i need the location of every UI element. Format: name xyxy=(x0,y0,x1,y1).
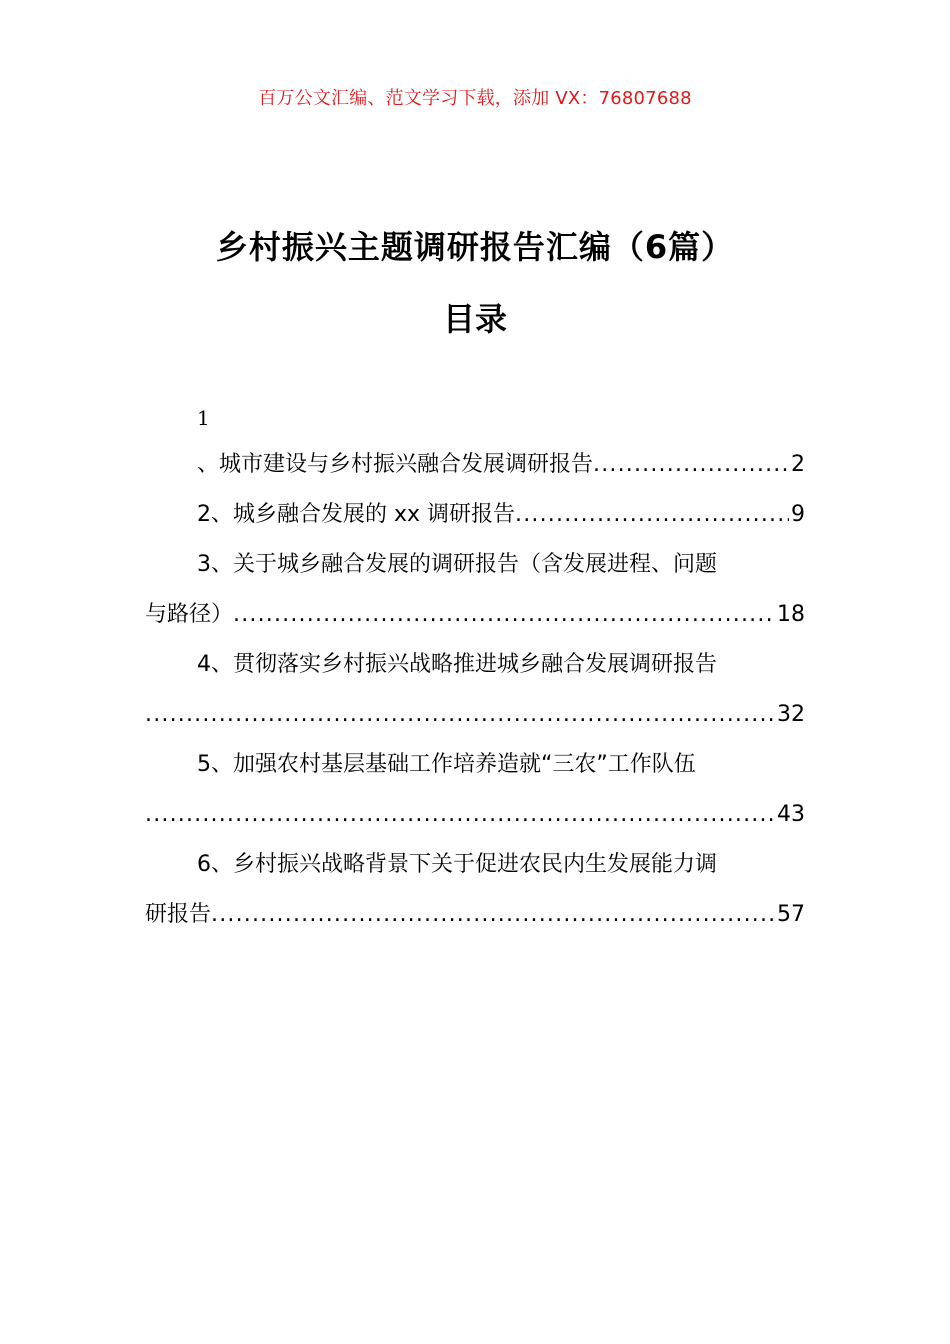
toc-entry-6-line2: 研报告 xyxy=(145,902,212,927)
table-of-contents xyxy=(145,400,805,940)
toc-entry-1-number: 1 xyxy=(197,406,210,430)
document-title: 乡村振兴主题调研报告汇编（6篇） xyxy=(215,228,735,266)
toc-entry-4-line1[interactable]: 4、贯彻落实乡村振兴战略推进城乡融合发展调研报告 xyxy=(197,652,717,677)
toc-leader-dots xyxy=(145,690,775,740)
toc-entry-1-title: 、城市建设与乡村振兴融合发展调研报告 xyxy=(197,452,594,477)
toc-entry-5-line1[interactable]: 5、加强农村基层基础工作培养造就“三农”工作队伍 xyxy=(197,752,696,777)
toc-entry-6-page: 57 xyxy=(777,902,805,927)
toc-entry-1[interactable] xyxy=(145,440,805,490)
toc-entry-3-line2: 与路径） xyxy=(145,602,234,627)
toc-entry-6-line1[interactable]: 6、乡村振兴战略背景下关于促进农民内生发展能力调 xyxy=(197,852,717,877)
toc-entry-5-page: 43 xyxy=(777,802,805,827)
toc-entry-3-line1[interactable]: 3、关于城乡融合发展的调研报告（含发展进程、问题 xyxy=(197,552,717,577)
toc-entry-1-page: 2 xyxy=(791,452,805,477)
toc-entry-4[interactable] xyxy=(145,690,805,740)
toc-leader-dots xyxy=(145,790,775,840)
toc-entry-3-page: 18 xyxy=(777,602,805,627)
toc-leader-dots xyxy=(233,590,775,640)
toc-entry-2-page: 9 xyxy=(791,502,805,527)
toc-entry-2-title: 2、城乡融合发展的 xx 调研报告 xyxy=(197,502,516,527)
toc-entry-4-page: 32 xyxy=(777,702,805,727)
toc-leader-dots xyxy=(211,890,775,940)
toc-leader-dots xyxy=(515,490,789,540)
toc-entry-6[interactable] xyxy=(145,890,805,940)
toc-entry-2[interactable] xyxy=(145,490,805,540)
header-note: 百万公文汇编、范文学习下载，添加 VX：76807688 xyxy=(258,88,692,109)
toc-leader-dots xyxy=(593,440,789,490)
toc-entry-5[interactable] xyxy=(145,790,805,840)
toc-entry-3[interactable] xyxy=(145,590,805,640)
toc-heading: 目录 xyxy=(442,300,507,338)
